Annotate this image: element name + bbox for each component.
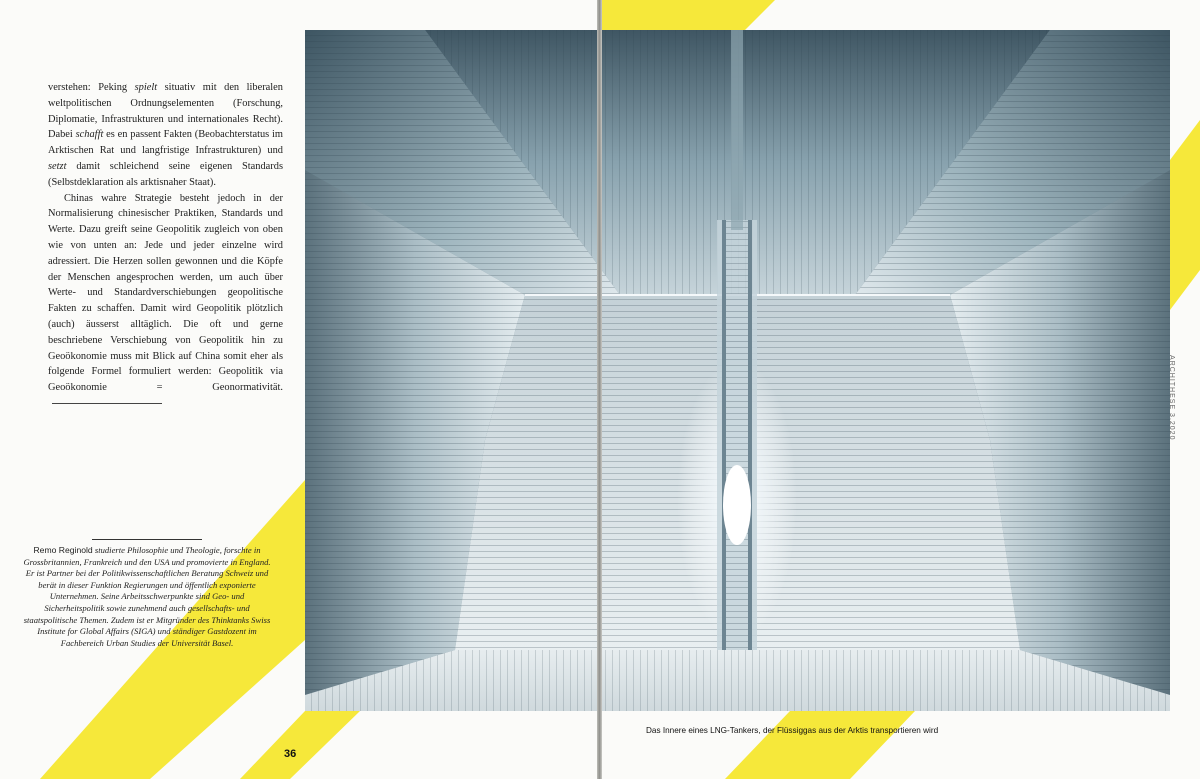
- stripe-left-bottom: [240, 711, 360, 779]
- running-head: ARCHITHESE 3.2020: [1168, 355, 1175, 441]
- author-name: Remo Reginold: [33, 545, 93, 555]
- author-bio: [22, 545, 272, 649]
- paragraph-text: situativ mit den liberalen weltpolitischen Ordnungselementen (Forschung, Diplomatie, Infrastrukturen und internationales Recht). Dabei: [48, 82, 283, 141]
- spread-gutter: [597, 0, 602, 779]
- page-number: 36: [284, 748, 297, 760]
- paragraph-text: damit schleichend seine eigenen Standards (Selbstdeklaration als arktisnaher Staat).: [48, 160, 283, 188]
- article-paragraph: [48, 191, 283, 412]
- emphasis-text: spielt: [134, 82, 158, 93]
- article-body: [48, 80, 283, 412]
- stripe-right-top: [600, 0, 775, 30]
- lng-tank-photo: [305, 30, 1170, 711]
- article-paragraph: [48, 80, 283, 191]
- author-bio-text: studierte Philosophie und Theologie, forschte in Grossbritannien, Frankreich und den USA und promovierte in England. Er ist Partner bei der Politikwissenschaftlichen Beratung Schweiz und berät in dieser Funktion Regierungen und öffentlich exponierte Unternehmen. Seine Arbeitsschwerpunkte sind Geo- und Sicherheitspolitik sowie zunehmend auch gesellschafts- und staatspolitische Themen. Zudem ist er Mitgründer des Thinktanks Swiss Institute for Global Affairs (SIGA) und ständiger Gastdozent im Fachbereich Urban Studies der Universität Basel.: [23, 545, 271, 648]
- paragraph-text: verstehen: Peking: [48, 82, 135, 93]
- end-of-article-rule: [52, 403, 162, 404]
- stripe-right-bottom: [725, 711, 915, 779]
- photo-caption: Das Innere eines LNG-Tankers, der Flüssiggas aus der Arktis transportieren wird: [646, 726, 939, 735]
- paragraph-text: Chinas wahre Strategie besteht jedoch in der Normalisierung chinesischer Praktiken, Standards und Werte. Dazu greift seine Geopolitik zugleich von oben wie von unten an: Jede und jeder einzelne wird adressiert. Die Herzen sollen gewonnen und die Köpfe der Menschen angesprochen werden, um auch über Werte- und Standardverschiebungen geopolitische Fakten zu schaffen. Damit wird Geopolitik plötzlich (auch) äusserst alltäglich. Die oft und gerne beschriebene Verschiebung von Geopolitik hin zu Geoökonomie muss mit Blick auf China somit eher als folgende Formel formuliert werden: Geopolitik via Geoökonomie = Geonormativität.: [48, 192, 283, 394]
- emphasis-text: setzt: [48, 160, 67, 172]
- paragraph-text: es en passent Fakten (Beobachterstatus im Arktischen Rat und langfristige Infrastrukturen) und: [48, 129, 283, 157]
- emphasis-text: schafft: [75, 129, 104, 141]
- bio-divider: [92, 539, 202, 540]
- stripe-right-edge: [1170, 120, 1200, 310]
